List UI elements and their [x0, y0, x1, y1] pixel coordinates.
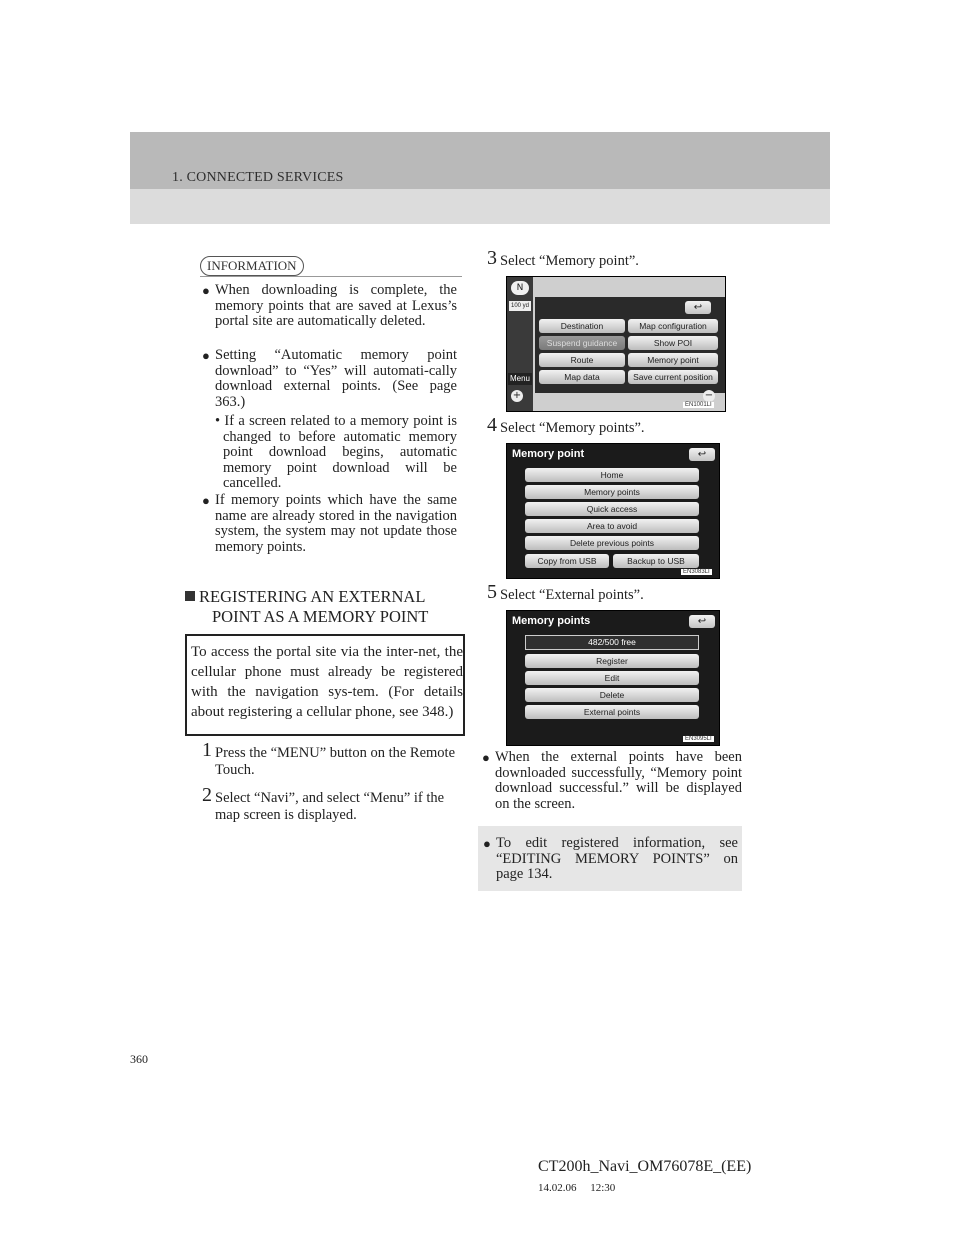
- menu-label[interactable]: Menu: [509, 374, 530, 383]
- image-code: EN1001LI: [685, 402, 712, 408]
- download-success-text: When the external points have been downloaded successfully, “Memory point download successful.” will be displayed on the screen.: [495, 749, 742, 812]
- step-4: [487, 414, 744, 437]
- info-bullet-text: If memory points which have the same name are already stored in the navigation system, the system may not update those memory points.: [215, 492, 457, 555]
- screenshot-memory-points: [506, 610, 720, 746]
- square-bullet-icon: [185, 591, 195, 601]
- show-poi-button[interactable]: Show POI: [628, 336, 718, 350]
- map-data-button[interactable]: Map data: [539, 370, 625, 384]
- save-current-position-button[interactable]: Save current position: [628, 370, 718, 384]
- screen-title: Memory point: [512, 448, 585, 460]
- step-2: [202, 784, 459, 824]
- area-to-avoid-button[interactable]: Area to avoid: [525, 519, 699, 533]
- map-configuration-button[interactable]: Map configuration: [628, 319, 718, 333]
- edit-note-text: To edit registered information, see “EDITING MEMORY POINTS” on page 134.: [496, 835, 738, 882]
- section-heading-line1: REGISTERING AN EXTERNAL: [199, 587, 426, 606]
- edit-note-box: [478, 826, 742, 891]
- screenshot-map-menu: [506, 276, 726, 412]
- info-bullet-text: Setting “Automatic memory point download” to “Yes” will automati-cally download external points. (See page 363.): [215, 347, 457, 410]
- bullet-icon: ●: [202, 493, 210, 508]
- copy-from-usb-button[interactable]: Copy from USB: [525, 554, 609, 568]
- prerequisite-text: To access the portal site via the inter-net, the cellular phone must already be registered with the navigation sys-tem. (For details about registering a cellular phone, see 348.): [191, 644, 463, 720]
- step-text: Select “Memory points”.: [500, 420, 645, 436]
- back-button[interactable]: ↩: [689, 615, 715, 628]
- memory-points-button[interactable]: Memory points: [525, 485, 699, 499]
- step-text: Select “Memory point”.: [500, 253, 639, 269]
- step-number: 1: [202, 739, 212, 761]
- route-button[interactable]: Route: [539, 353, 625, 367]
- document-id: CT200h_Navi_OM76078E_(EE): [538, 1158, 752, 1175]
- bullet-icon: ●: [202, 283, 210, 298]
- step-number: 3: [487, 247, 497, 269]
- delete-button[interactable]: Delete: [525, 688, 699, 702]
- info-subbullet: [215, 414, 457, 492]
- step-text: Select “External points”.: [500, 587, 644, 603]
- screen-title: Memory points: [512, 615, 591, 627]
- info-bullet-1: [202, 282, 457, 330]
- info-bullet-3: [202, 492, 457, 555]
- step-number: 4: [487, 414, 497, 436]
- step-5: [487, 581, 744, 604]
- image-code: EN3095LI: [685, 736, 712, 742]
- step-number: 2: [202, 784, 212, 806]
- edit-note: [483, 835, 738, 883]
- edit-button[interactable]: Edit: [525, 671, 699, 685]
- quick-access-button[interactable]: Quick access: [525, 502, 699, 516]
- step-1: [202, 739, 459, 779]
- info-subbullet-text: • If a screen related to a memory point is changed to before automatic memory point download begins, automatic memory point download will be cancelled.: [215, 413, 457, 491]
- back-button[interactable]: ↩: [685, 301, 711, 314]
- backup-to-usb-button[interactable]: Backup to USB: [613, 554, 699, 568]
- section-heading: [185, 587, 465, 627]
- back-button[interactable]: ↩: [689, 448, 715, 461]
- info-bullet-2: [202, 347, 457, 410]
- register-button[interactable]: Register: [525, 654, 699, 668]
- info-bullet-text: When downloading is complete, the memory points that are saved at Lexus’s portal site are automatically deleted.: [215, 282, 457, 329]
- information-rule: [200, 276, 462, 277]
- header-top-strip: [130, 132, 830, 189]
- prerequisite-box: [185, 634, 465, 736]
- zoom-out-icon[interactable]: −: [704, 390, 714, 401]
- delete-previous-points-button[interactable]: Delete previous points: [525, 536, 699, 550]
- section-heading-line2: POINT AS A MEMORY POINT: [212, 607, 429, 626]
- map-scale: 100 yd: [510, 303, 529, 309]
- step-number: 5: [487, 581, 497, 603]
- download-success-note: [482, 749, 742, 812]
- external-points-button[interactable]: External points: [525, 705, 699, 719]
- step-text: Select “Navi”, and select “Menu” if the map screen is displayed.: [215, 790, 445, 823]
- bullet-icon: ●: [482, 750, 490, 765]
- step-text: Press the “MENU” button on the Remote Touch.: [215, 745, 456, 778]
- header-band: [130, 132, 830, 224]
- memory-count-display: 482/500 free: [525, 635, 699, 650]
- bullet-icon: ●: [483, 836, 491, 851]
- zoom-in-icon[interactable]: +: [512, 390, 522, 401]
- destination-button[interactable]: Destination: [539, 319, 625, 333]
- information-tag: INFORMATION: [200, 256, 304, 276]
- page-number: 360: [130, 1052, 148, 1066]
- screenshot-memory-point: [506, 443, 720, 579]
- section-title: 1. CONNECTED SERVICES: [172, 170, 344, 185]
- print-timestamp: 14.02.06 12:30: [538, 1182, 616, 1194]
- step-3: [487, 247, 744, 270]
- suspend-guidance-button[interactable]: Suspend guidance: [539, 336, 625, 350]
- home-button[interactable]: Home: [525, 468, 699, 482]
- image-code: EN3083LI: [683, 569, 710, 575]
- bullet-icon: ●: [202, 348, 210, 363]
- compass-icon[interactable]: N: [511, 281, 529, 295]
- memory-point-button[interactable]: Memory point: [628, 353, 718, 367]
